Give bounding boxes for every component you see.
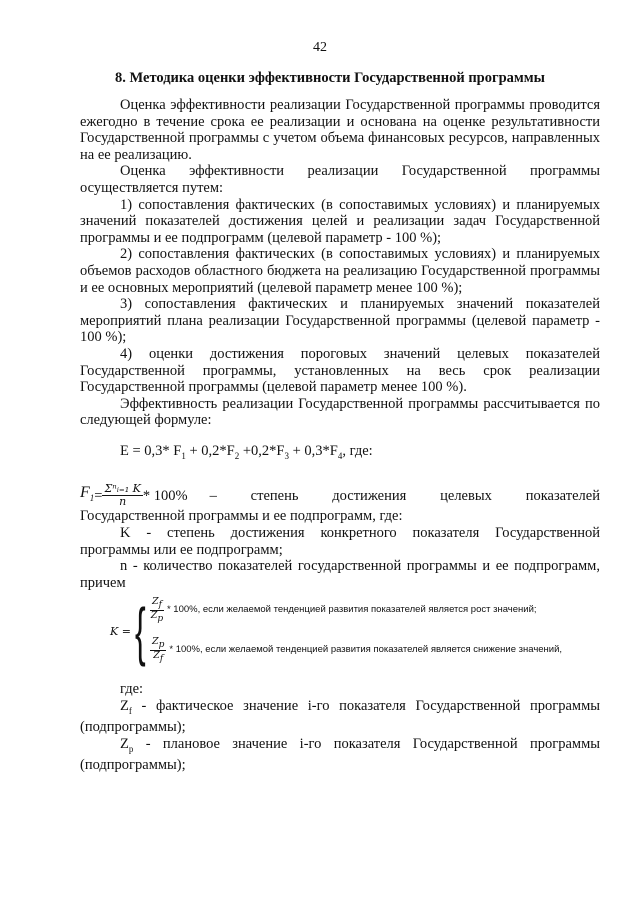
section-heading: 8. Методика оценки эффективности Государственной программы — [115, 70, 545, 86]
definition-n: n - количество показателей государственной программы и ее подпрограмм, причем — [80, 558, 600, 591]
document-body — [80, 97, 600, 774]
spacer — [80, 429, 600, 443]
paragraph-7: Эффективность реализации Государственной программы рассчитывается по следующей формуле: — [80, 395, 600, 429]
paragraph-3: 1) сопоставления фактических (в сопоставимых условиях) и планируемых значений показателей достижения целей и реализации задач Государственной программы и ее подпрограмм (целевой параметр - 100 %); — [80, 196, 600, 246]
k-label: K = — [110, 625, 131, 639]
definition-zf: $Z_f$ - фактическое значение i-го показателя Государственной программы (подпрограммы); — [80, 697, 600, 736]
definition-zp: $Z_p$ - плановое значение i-го показателя Государственной программы (подпрограммы); — [80, 736, 600, 774]
f1-fraction: $\frac{\text{Σⁿᵢ₌₁ K}}{n}$ — [104, 482, 141, 509]
formula-e: E = 0,3* $F_1 + 0,2*F_2 +0,2*F_3 + 0,3*F_4$, где: — [120, 442, 373, 461]
page-number: 42 — [313, 40, 327, 55]
f1-description-cont: Государственной программы и ее подпрограмм, где: — [80, 508, 403, 525]
k-case-decline: $\frac{Z_p}{Z_f}$ * 100%, если желаемой тенденцией развития показателей является снижение значений, — [152, 636, 563, 665]
paragraph-1: Оценка эффективности реализации Государственной программы проводится ежегодно в течение срока ее реализации и основана на оценке результативности Государственной программы с учетом объема финансовых ресурсов, направленных на ее реализацию. — [80, 97, 600, 163]
f1-symbol: $F_1$ — [80, 483, 95, 504]
definition-k: K - степень достижения конкретного показателя Государственной программы или ее подпрограмм; — [80, 524, 600, 558]
where-label: где: — [120, 681, 144, 698]
formula-f1: $F_1$ = $\frac{\text{Σⁿᵢ₌₁ K}}{n}$ * 100% – степень достижения целевых показателей — [80, 482, 600, 509]
paragraph-4: 2) сопоставления фактических (в сопоставимых условиях) и планируемых объемов расходов областного бюджета на реализацию Государственной программы и ее основных мероприятий (целевой параметр менее 100 %); — [80, 246, 600, 296]
formula-k — [80, 597, 600, 673]
spacer — [80, 464, 600, 483]
paragraph-2: Оценка эффективности реализации Государственной программы осуществляется путем: — [80, 163, 600, 196]
brace-symbol: { — [135, 595, 146, 668]
f1-description-line: – степень достижения целевых показателей — [209, 487, 600, 504]
k-case-growth: $\frac{Z_f}{Z_p}$ * 100%, если желаемой тенденцией развития показателей является рост значений; — [150, 596, 537, 625]
paragraph-6: 4) оценки достижения пороговых значений целевых показателей Государственной программы, установленных на весь срок реализации Государственной программы (целевой параметр менее 100 %). — [80, 345, 600, 396]
paragraph-5: 3) сопоставления фактических и планируемых значений показателей мероприятий плана реализации Государственной программы (целевой параметр - 100 %); — [80, 296, 600, 346]
